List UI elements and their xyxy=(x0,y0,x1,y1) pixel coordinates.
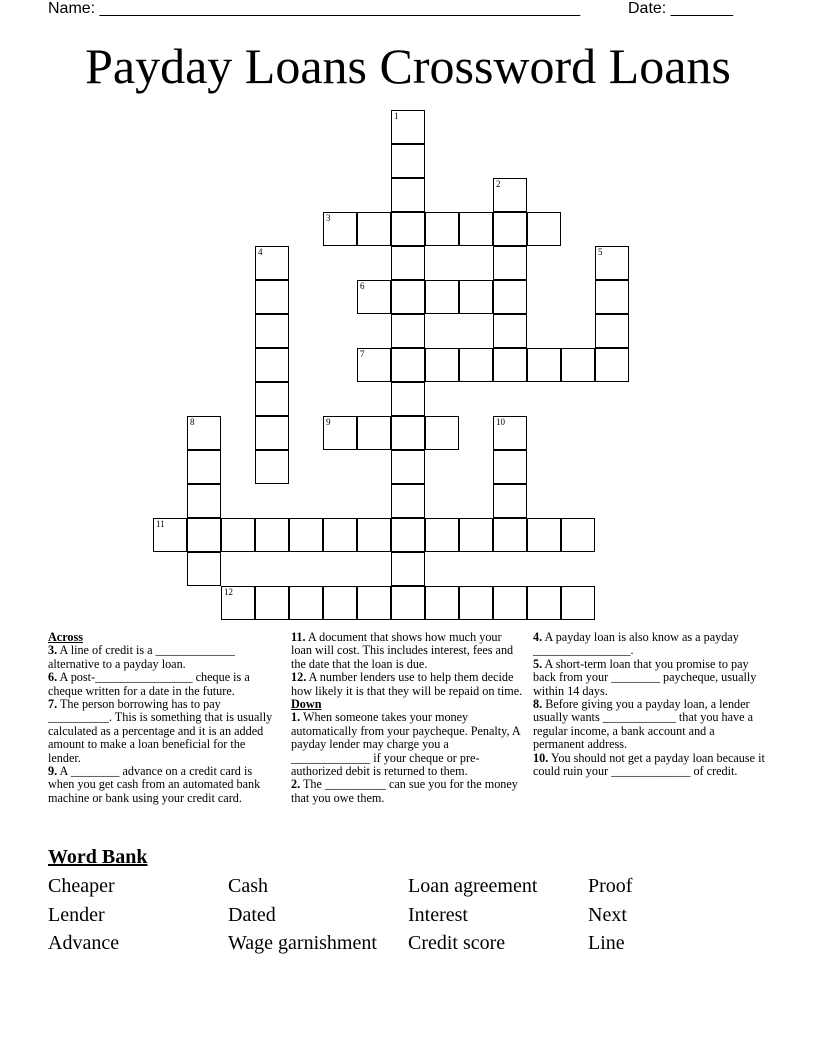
grid-cell[interactable] xyxy=(595,348,629,382)
grid-cell[interactable] xyxy=(289,518,323,552)
grid-cell[interactable] xyxy=(255,382,289,416)
clue-number: 4 xyxy=(258,247,263,257)
grid-cell[interactable] xyxy=(391,314,425,348)
grid-cell[interactable] xyxy=(187,450,221,484)
grid-cell[interactable] xyxy=(493,246,527,280)
grid-cell[interactable] xyxy=(391,484,425,518)
grid-cell[interactable] xyxy=(527,586,561,620)
grid-cell[interactable] xyxy=(255,586,289,620)
grid-cell[interactable] xyxy=(221,586,255,620)
grid-cell[interactable] xyxy=(357,518,391,552)
grid-cell[interactable] xyxy=(153,518,187,552)
grid-cell[interactable] xyxy=(221,518,255,552)
clue-down-5: 5. A short-term loan that you promise to pay back from your ________ paycheque, usually within 14 days. xyxy=(533,656,757,698)
grid-cell[interactable] xyxy=(391,178,425,212)
clue-number: 6 xyxy=(360,281,365,291)
clue-across-12: 12. A number lenders use to help them decide how likely it is that they will be repaid on time. xyxy=(291,670,523,698)
grid-cell[interactable] xyxy=(595,314,629,348)
grid-cell[interactable] xyxy=(493,280,527,314)
grid-cell[interactable] xyxy=(493,212,527,246)
grid-cell[interactable] xyxy=(391,518,425,552)
grid-cell[interactable] xyxy=(561,586,595,620)
clue-number: 9 xyxy=(326,417,331,427)
grid-cell[interactable] xyxy=(255,416,289,450)
clue-down-1: 1. When someone takes your money automatically from your paycheque. Penalty, A payday lender may charge you a _____________ if your cheque or pre-authorized debit is returned to them. xyxy=(291,710,521,779)
grid-cell[interactable] xyxy=(425,586,459,620)
grid-cell[interactable] xyxy=(493,416,527,450)
word-bank-item: Wage garnishment xyxy=(228,932,377,954)
grid-cell[interactable] xyxy=(425,518,459,552)
grid-cell[interactable] xyxy=(323,416,357,450)
word-bank-item: Credit score xyxy=(408,932,506,954)
grid-cell[interactable] xyxy=(357,212,391,246)
grid-cell[interactable] xyxy=(255,280,289,314)
clue-down-4: 4. A payday loan is also know as a payday ________________. xyxy=(533,630,739,658)
word-bank-item: Proof xyxy=(588,875,633,897)
grid-cell[interactable] xyxy=(425,348,459,382)
grid-cell[interactable] xyxy=(493,348,527,382)
grid-cell[interactable] xyxy=(459,586,493,620)
clues-column-3 xyxy=(533,631,765,778)
grid-cell[interactable] xyxy=(459,212,493,246)
grid-cell[interactable] xyxy=(561,348,595,382)
clue-number: 7 xyxy=(360,349,365,359)
grid-cell[interactable] xyxy=(255,246,289,280)
clue-number: 10 xyxy=(496,417,505,427)
clue-number: 1 xyxy=(394,111,399,121)
grid-cell[interactable] xyxy=(187,484,221,518)
clue-across-9: 9. A ________ advance on a credit card is when you get cash from an automated bank machine or bank using your credit card. xyxy=(48,764,261,805)
grid-cell[interactable] xyxy=(357,416,391,450)
grid-cell[interactable] xyxy=(187,518,221,552)
grid-cell[interactable] xyxy=(425,280,459,314)
grid-cell[interactable] xyxy=(255,314,289,348)
clue-across-6: 6. A post-________________ cheque is a cheque written for a date in the future. xyxy=(48,670,250,698)
grid-cell[interactable] xyxy=(391,280,425,314)
grid-cell[interactable] xyxy=(527,518,561,552)
clues-column-2 xyxy=(291,631,523,805)
grid-cell[interactable] xyxy=(187,416,221,450)
grid-cell[interactable] xyxy=(391,586,425,620)
grid-cell[interactable] xyxy=(527,348,561,382)
word-bank-item: Interest xyxy=(408,904,468,926)
grid-cell[interactable] xyxy=(391,416,425,450)
clue-number: 5 xyxy=(598,247,603,257)
clue-number: 3 xyxy=(326,213,331,223)
grid-cell[interactable] xyxy=(255,348,289,382)
grid-cell[interactable] xyxy=(357,586,391,620)
word-bank-item: Loan agreement xyxy=(408,875,538,897)
word-bank-title: Word Bank xyxy=(48,846,148,868)
word-bank-item: Cash xyxy=(228,875,268,897)
grid-cell[interactable] xyxy=(459,280,493,314)
grid-cell[interactable] xyxy=(391,450,425,484)
grid-cell[interactable] xyxy=(323,586,357,620)
grid-cell[interactable] xyxy=(323,212,357,246)
clue-number: 12 xyxy=(224,587,233,597)
across-heading: Across xyxy=(48,630,83,644)
grid-cell[interactable] xyxy=(323,518,357,552)
down-heading: Down xyxy=(291,697,322,712)
grid-cell[interactable] xyxy=(391,382,425,416)
grid-cell[interactable] xyxy=(391,144,425,178)
word-bank-item: Line xyxy=(588,932,625,954)
clue-number: 2 xyxy=(496,179,501,189)
clue-across-3: 3. A line of credit is a _____________ alternative to a payday loan. xyxy=(48,643,235,671)
grid-cell[interactable] xyxy=(391,552,425,586)
word-bank-item: Advance xyxy=(48,932,120,954)
grid-cell[interactable] xyxy=(561,518,595,552)
grid-cell[interactable] xyxy=(493,586,527,620)
grid-cell[interactable] xyxy=(527,212,561,246)
grid-cell[interactable] xyxy=(255,450,289,484)
grid-cell[interactable] xyxy=(391,246,425,280)
grid-cell[interactable] xyxy=(493,518,527,552)
date-field: Date: _______ xyxy=(628,0,733,17)
grid-cell[interactable] xyxy=(187,552,221,586)
grid-cell[interactable] xyxy=(255,518,289,552)
word-bank-item: Cheaper xyxy=(48,875,115,897)
clue-number: 8 xyxy=(190,417,195,427)
grid-cell[interactable] xyxy=(459,518,493,552)
grid-cell[interactable] xyxy=(595,246,629,280)
grid-cell[interactable] xyxy=(493,484,527,518)
grid-cell[interactable] xyxy=(357,280,391,314)
clue-across-11: 11. A document that shows how much your loan will cost. This includes interest, fees and the date that the loan is due. xyxy=(291,630,514,671)
grid-cell[interactable] xyxy=(391,212,425,246)
grid-cell[interactable] xyxy=(493,178,527,212)
clue-across-7: 7. The person borrowing has to pay __________. This is something that is usually calculated as a percentage and it is an added amount to make a loan beneficial for the lender. xyxy=(48,697,273,765)
grid-cell[interactable] xyxy=(391,110,425,144)
word-bank-item: Dated xyxy=(228,904,276,926)
clue-down-8: 8. Before giving you a payday loan, a lender usually wants ____________ that you have a regular income, a bank account and a permanent address. xyxy=(533,697,754,752)
clue-number: 11 xyxy=(156,519,165,529)
grid-cell[interactable] xyxy=(289,586,323,620)
word-bank-item: Next xyxy=(588,904,627,926)
clue-down-10: 10. You should not get a payday loan because it could ruin your _____________ of credit. xyxy=(533,750,765,779)
clues-column-1 xyxy=(48,631,280,805)
grid-cell[interactable] xyxy=(493,450,527,484)
grid-cell[interactable] xyxy=(595,280,629,314)
page-title: Payday Loans Crossword Loans xyxy=(85,38,731,94)
word-bank-item: Lender xyxy=(48,904,105,926)
grid-cell[interactable] xyxy=(357,348,391,382)
grid-cell[interactable] xyxy=(425,416,459,450)
clue-down-2: 2. The __________ can sue you for the money that you owe them. xyxy=(291,777,518,805)
grid-cell[interactable] xyxy=(459,348,493,382)
name-field: Name: ______________________________________________________ xyxy=(48,0,581,17)
grid-cell[interactable] xyxy=(391,348,425,382)
grid-cell[interactable] xyxy=(425,212,459,246)
grid-cell[interactable] xyxy=(493,314,527,348)
